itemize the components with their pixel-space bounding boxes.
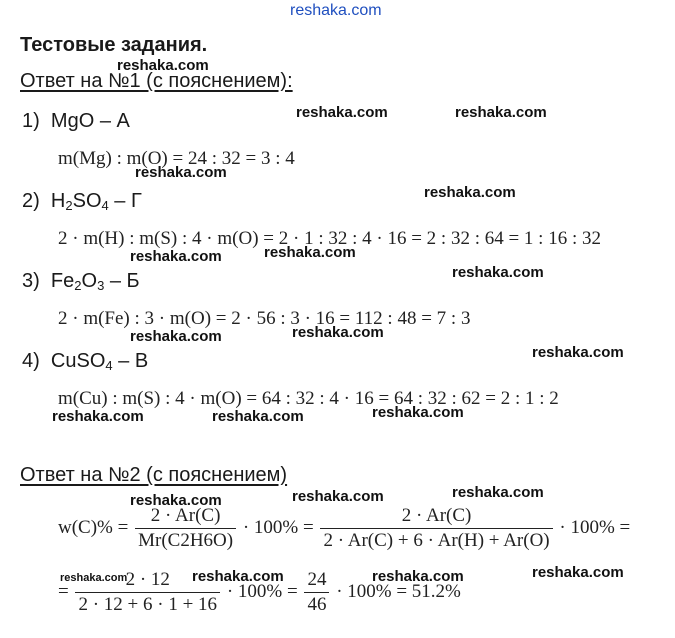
formula-mid: · 100% = bbox=[242, 516, 314, 538]
watermark: reshaka.com bbox=[372, 404, 464, 421]
formula-eq: = bbox=[58, 580, 69, 602]
watermark: reshaka.com bbox=[212, 408, 304, 425]
fraction-denominator: Mr(C2H6O) bbox=[138, 530, 234, 551]
watermark: reshaka.com bbox=[117, 57, 209, 74]
watermark: reshaka.com bbox=[60, 572, 128, 584]
fraction bbox=[135, 504, 236, 553]
watermark: reshaka.com bbox=[135, 164, 227, 181]
formula-tail: · 100% = 51.2% bbox=[336, 580, 461, 602]
watermark: reshaka.com bbox=[192, 568, 284, 585]
compound-label: CuSO$_4$ – В bbox=[50, 350, 149, 373]
fraction-denominator: 2 · Ar(C) + 6 · Ar(H) + Ar(O) bbox=[323, 530, 550, 551]
item-number: 3) bbox=[22, 270, 40, 292]
watermark: reshaka.com bbox=[52, 408, 144, 425]
answer1-item-3 bbox=[22, 270, 140, 293]
watermark: reshaka.com bbox=[130, 492, 222, 509]
watermark: reshaka.com bbox=[452, 264, 544, 281]
formula-mid: · 100% = bbox=[226, 580, 298, 602]
fraction-numerator: 2 · 12 bbox=[75, 568, 220, 593]
watermark: reshaka.com bbox=[130, 328, 222, 345]
site-link[interactable]: reshaka.com bbox=[290, 2, 382, 19]
fraction-numerator: 24 bbox=[304, 568, 329, 593]
answer1-item-2 bbox=[22, 190, 142, 213]
ratio-formula-4: m(Cu) : m(S) : 4 · m(O) = 64 : 32 : 4 · 16 = 64 : 32 : 62 = 2 : 1 : 2 bbox=[58, 388, 559, 409]
watermark: reshaka.com bbox=[130, 248, 222, 265]
watermark: reshaka.com bbox=[452, 484, 544, 501]
answer1-header: Ответ на №1 (с пояснением): bbox=[20, 70, 293, 92]
mass-fraction-formula bbox=[58, 504, 630, 553]
watermark: reshaka.com bbox=[372, 568, 464, 585]
item-number: 4) bbox=[22, 350, 40, 372]
fraction bbox=[320, 504, 552, 553]
ratio-formula-2: 2 · m(H) : m(S) : 4 · m(O) = 2 · 1 : 32 : 4 · 16 = 2 : 32 : 64 = 1 : 16 : 32 bbox=[58, 228, 601, 249]
item-number: 1) bbox=[22, 110, 40, 132]
watermark: reshaka.com bbox=[455, 104, 547, 121]
answer2-header: Ответ на №2 (с пояснением) bbox=[20, 464, 288, 486]
watermark: reshaka.com bbox=[424, 184, 516, 201]
compound-label: MgO – А bbox=[50, 110, 130, 132]
item-number: 2) bbox=[22, 190, 40, 212]
watermark: reshaka.com bbox=[532, 564, 624, 581]
answer1-item-4 bbox=[22, 350, 148, 373]
fraction-numerator: 2 · Ar(C) bbox=[135, 504, 236, 529]
formula-lhs: w(C)% = bbox=[58, 516, 129, 538]
fraction-denominator: 46 bbox=[307, 594, 327, 615]
fraction-denominator: 2 · 12 + 6 · 1 + 16 bbox=[78, 594, 218, 615]
watermark: reshaka.com bbox=[264, 244, 356, 261]
ratio-formula-3: 2 · m(Fe) : 3 · m(O) = 2 · 56 : 3 · 16 = 112 : 48 = 7 : 3 bbox=[58, 308, 471, 329]
watermark: reshaka.com bbox=[296, 104, 388, 121]
answer1-item-1 bbox=[22, 110, 130, 133]
fraction bbox=[304, 568, 329, 617]
compound-label: $Fe_2O_3$ – Б bbox=[50, 270, 140, 293]
ratio-formula-1: m(Mg) : m(O) = 24 : 32 = 3 : 4 bbox=[58, 148, 295, 169]
formula-tail: · 100% = bbox=[559, 516, 631, 538]
watermark: reshaka.com bbox=[292, 488, 384, 505]
fraction-numerator: 2 · Ar(C) bbox=[320, 504, 552, 529]
watermark: reshaka.com bbox=[532, 344, 624, 361]
compound-label: $H_2SO_4$ – Г bbox=[50, 190, 142, 213]
page-title: Тестовые задания. bbox=[20, 34, 208, 56]
watermark: reshaka.com bbox=[292, 324, 384, 341]
